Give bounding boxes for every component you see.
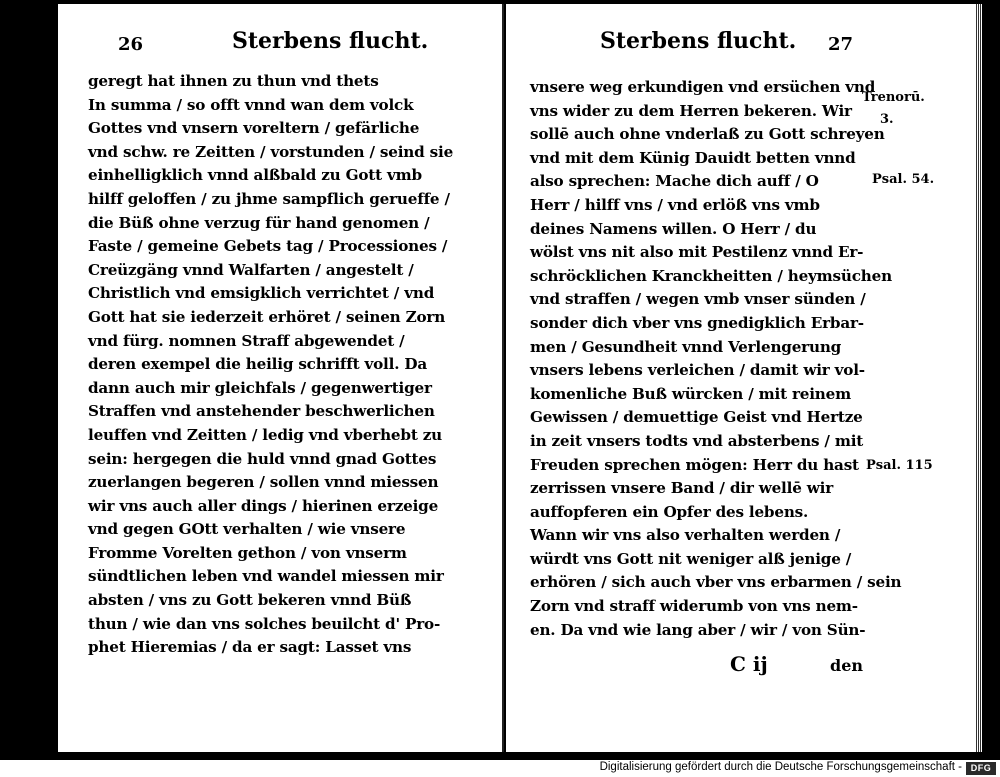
text-line: schröcklichen Kranckheitten / heymsüchen bbox=[530, 266, 892, 285]
text-line: sein: hergegen die huld vnnd gnad Gottes bbox=[88, 449, 437, 468]
marginal-note: Psal. 115 bbox=[866, 458, 933, 473]
right-running-head: Sterbens flucht. bbox=[600, 28, 797, 54]
text-line: vnsere weg erkundigen vnd ersüchen vnd bbox=[530, 78, 876, 96]
text-line: deren exempel die heilig schrifft voll. Da bbox=[88, 355, 427, 374]
text-line: erhören / sich auch vber vns erbarmen / sein bbox=[530, 573, 902, 592]
text-line: sonder dich vber vns gnedigklich Erbar- bbox=[530, 313, 864, 332]
footer-bar bbox=[0, 760, 1000, 777]
text-line: en. Da vnd wie lang aber / wir / von Sün- bbox=[530, 620, 866, 639]
dfg-logo: DFG bbox=[966, 762, 996, 775]
text-line: geregt hat ihnen zu thun vnd thets bbox=[88, 72, 379, 90]
text-line: Gott hat sie iederzeit erhöret / seinen Zorn bbox=[88, 307, 446, 326]
text-line: vnd gegen GOtt verhalten / wie vnsere bbox=[88, 520, 406, 539]
footer-credit: Digitalisierung gefördert durch die Deutsche Forschungsgemeinschaft - bbox=[599, 761, 962, 773]
text-line: vns wider zu dem Herren bekeren. Wir bbox=[530, 101, 852, 120]
text-line: vnd straffen / wegen vmb vnser sünden / bbox=[530, 290, 866, 309]
right-page-number: 27 bbox=[828, 34, 854, 55]
marginal-note: Psal. 54. bbox=[872, 172, 935, 187]
left-page-text bbox=[88, 70, 492, 660]
text-line: dann auch mir gleichfals / gegenwertiger bbox=[88, 378, 432, 397]
catchword: den bbox=[830, 656, 863, 675]
text-line: Christlich vnd emsigklich verrichtet / vnd bbox=[88, 284, 435, 303]
text-line: vnd mit dem Künig Dauidt betten vnnd bbox=[530, 148, 856, 167]
text-line: zerrissen vnsere Band / dir wellē wir bbox=[530, 479, 833, 498]
text-line: phet Hieremias / da er sagt: Lasset vns bbox=[88, 638, 412, 657]
text-line: Herr / hilff vns / vnd erlöß vns vmb bbox=[530, 195, 820, 214]
text-line: Fromme Vorelten gethon / von vnserm bbox=[88, 543, 407, 562]
text-line: Gewissen / demuettige Geist vnd Hertze bbox=[530, 408, 863, 427]
text-line: sündtlichen leben vnd wandel miessen mir bbox=[88, 567, 444, 586]
left-page-number: 26 bbox=[118, 34, 144, 55]
text-line: einhelligklich vnnd alßbald zu Gott vmb bbox=[88, 166, 422, 185]
text-line: Zorn vnd straff widerumb von vns nem- bbox=[530, 597, 858, 616]
text-line: vnd schw. re Zeitten / vorstunden / seind sie bbox=[88, 142, 454, 161]
marginal-note: Trenorū. bbox=[862, 90, 925, 105]
text-line: wir vns auch aller dings / hierinen erzeige bbox=[88, 496, 439, 515]
text-line: leuffen vnd Zeitten / ledig vnd vberhebt zu bbox=[88, 425, 442, 444]
text-line: komenliche Buß würcken / mit reinem bbox=[530, 384, 851, 403]
text-line: also sprechen: Mache dich auff / O bbox=[530, 172, 819, 191]
text-line: hilff geloffen / zu jhme sampflich gerueffe / bbox=[88, 189, 450, 208]
text-line: men / Gesundheit vnnd Verlengerung bbox=[530, 337, 842, 356]
text-line: deines Namens willen. O Herr / du bbox=[530, 219, 817, 238]
text-line: absten / vns zu Gott bekeren vnnd Büß bbox=[88, 591, 412, 610]
text-line: zuerlangen begeren / sollen vnnd miessen bbox=[88, 473, 439, 492]
marginal-note: 3. bbox=[880, 112, 894, 127]
text-line: sollē auch ohne vnderlaß zu Gott schreyen bbox=[530, 125, 885, 144]
text-line: Gottes vnd vnsern voreltern / gefärliche bbox=[88, 119, 420, 138]
text-line: die Büß ohne verzug für hand genomen / bbox=[88, 213, 430, 232]
text-line: auffopferen ein Opfer des lebens. bbox=[530, 502, 809, 521]
text-line: Straffen vnd anstehender beschwerlichen bbox=[88, 402, 435, 421]
text-line: Freuden sprechen mögen: Herr du hast bbox=[530, 455, 859, 474]
left-running-head: Sterbens flucht. bbox=[232, 28, 429, 54]
text-line: Wann wir vns also verhalten werden / bbox=[530, 526, 841, 545]
page-edges bbox=[975, 4, 982, 752]
text-line: wölst vns nit also mit Pestilenz vnnd Er- bbox=[530, 243, 864, 262]
text-line: würdt vns Gott nit weniger alß jenige / bbox=[530, 549, 852, 568]
text-line: Faste / gemeine Gebets tag / Processiones / bbox=[88, 237, 448, 256]
text-line: vnsers lebens verleichen / damit wir vol- bbox=[530, 361, 865, 380]
signature-mark: C ij bbox=[730, 652, 768, 676]
text-line: In summa / so offt vnnd wan dem volck bbox=[88, 95, 414, 114]
text-line: Creüzgäng vnnd Walfarten / angestelt / bbox=[88, 260, 414, 279]
text-line: thun / wie dan vns solches beuilcht d' Pro- bbox=[88, 614, 441, 633]
text-line: in zeit vnsers todts vnd absterbens / mit bbox=[530, 431, 864, 450]
text-line: vnd fürg. nomnen Straff abgewendet / bbox=[88, 331, 405, 350]
